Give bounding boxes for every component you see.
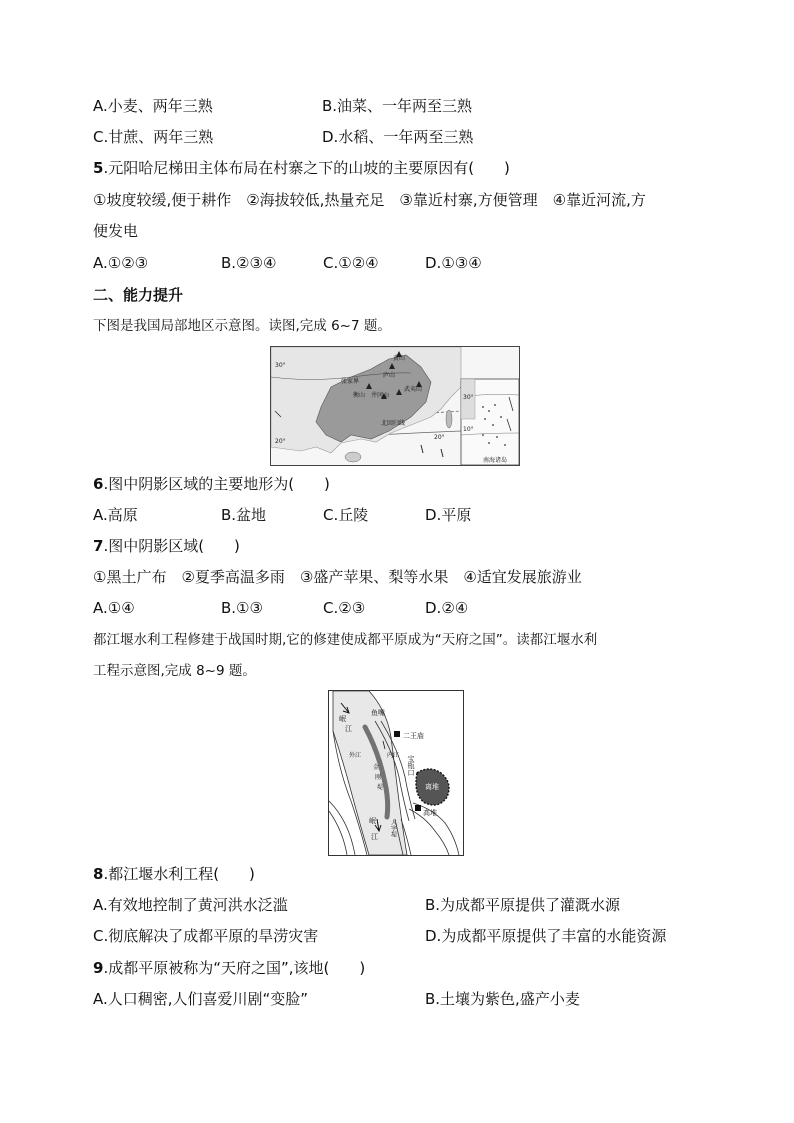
q5-option-a: A.①②③ <box>93 254 149 272</box>
q6-option-a: A.高原 <box>93 506 138 524</box>
map2-label-gaodui: 高堆 <box>423 809 437 817</box>
map1-lat-30: 30° <box>275 362 286 369</box>
map2-label-renzidi: 人字堤 <box>389 819 397 837</box>
q7-option-c: C.②③ <box>323 599 366 617</box>
map2-label-jiang-bottom: 江 <box>371 833 378 841</box>
map2-label-jin: 金 <box>373 764 380 771</box>
map1-label-huangshan: 黄山 <box>393 355 406 362</box>
q9-stem-text: .成都平原被称为“天府之国”,该地( ) <box>103 959 366 977</box>
map1-label-wuyishan: 武夷山 <box>404 386 423 393</box>
q4-option-b: B.油菜、一年两至三熟 <box>322 97 473 115</box>
q8-option-a: A.有效地控制了黄河洪水泛滥 <box>93 896 288 914</box>
q5-option-b: B.②③④ <box>221 254 277 272</box>
map1-label-hengshan: 衡山 <box>353 392 366 399</box>
q6-stem <box>93 474 330 494</box>
map1-lat-20: 20° <box>275 438 286 445</box>
map2-label-waijiang: 外江 <box>349 752 362 759</box>
map2-label-gang: 刚 <box>375 774 382 781</box>
q6-option-d: D.平原 <box>425 506 472 524</box>
dujiangyan-map-svg <box>329 691 463 855</box>
q6-stem-text: .图中阴影区域的主要地形为( ) <box>103 475 330 493</box>
south-china-map <box>270 346 520 466</box>
q8-stem-text: .都江堰水利工程( ) <box>103 865 255 883</box>
map1-inset-lat-30: 30° <box>463 394 474 401</box>
map2-label-yuzui: 鱼嘴 <box>371 709 385 717</box>
q7-option-a: A.①④ <box>93 599 135 617</box>
q7-statements: ①黑土广布 ②夏季高温多雨 ③盛产苹果、梨等水果 ④适宜发展旅游业 <box>93 568 582 586</box>
q6-number: 6 <box>93 475 104 493</box>
q5-number: 5 <box>93 159 104 177</box>
q7-number: 7 <box>93 537 104 555</box>
map2-label-baoping: 宝瓶口 <box>407 755 415 776</box>
map2-label-lidui: 离堆 <box>425 783 439 791</box>
q7-stem-text: .图中阴影区域( ) <box>103 537 240 555</box>
q8-number: 8 <box>93 865 104 883</box>
map2-label-neijiang: 内江 <box>387 752 400 759</box>
map1-label-jinggangshan: 井冈山 <box>371 392 390 399</box>
q8-option-d: D.为成都平原提供了丰富的水能资源 <box>425 927 667 945</box>
dujiangyan-map <box>328 690 464 856</box>
map2-label-erwangmiao: 二王庙 <box>403 732 424 740</box>
q5-statements-line2: 便发电 <box>93 222 139 240</box>
section-title: 二、能力提升 <box>93 286 184 304</box>
q8-option-b: B.为成都平原提供了灌溉水源 <box>425 896 621 914</box>
map2-label-di: 堤 <box>377 784 384 791</box>
intro-8-9-line1: 都江堰水利工程修建于战国时期,它的修建使成都平原成为“天府之国”。读都江堰水利 <box>93 632 598 648</box>
q5-statements-line1: ①坡度较缓,便于耕作 ②海拔较低,热量充足 ③靠近村寨,方便管理 ④靠近河流,方 <box>93 191 646 209</box>
q5-option-c: C.①②④ <box>323 254 379 272</box>
q5-stem <box>93 158 510 178</box>
map1-label-inset: 南海诸岛 <box>483 457 508 464</box>
map1-lat-20-east: 20° <box>434 434 445 441</box>
q6-option-c: C.丘陵 <box>323 506 369 524</box>
map2-label-jiang-top: 江 <box>345 725 352 733</box>
map2-label-min-bottom: 岷 <box>369 817 376 825</box>
map1-label-tropic: 北回归线 <box>381 420 406 427</box>
intro-8-9-line2: 工程示意图,完成 8~9 题。 <box>93 663 256 679</box>
south-china-map-svg <box>271 347 519 465</box>
q9-option-b: B.土壤为紫色,盛产小麦 <box>425 990 580 1008</box>
q7-option-b: B.①③ <box>221 599 263 617</box>
q8-option-c: C.彻底解决了成都平原的旱涝灾害 <box>93 927 319 945</box>
intro-6-7: 下图是我国局部地区示意图。读图,完成 6~7 题。 <box>93 318 391 334</box>
q7-option-d: D.②④ <box>425 599 469 617</box>
q5-option-d: D.①③④ <box>425 254 482 272</box>
q9-stem <box>93 958 365 978</box>
q6-option-b: B.盆地 <box>221 506 267 524</box>
map2-label-min-top: 岷 <box>339 715 346 723</box>
map1-label-lushan: 庐山 <box>383 372 396 379</box>
q5-stem-text: .元阳哈尼梯田主体布局在村寨之下的山坡的主要原因有( ) <box>103 159 510 177</box>
q4-option-c: C.甘蔗、两年三熟 <box>93 128 214 146</box>
q8-stem <box>93 864 255 884</box>
map1-label-zhangjiajie: 张家界 <box>341 378 360 385</box>
q9-option-a: A.人口稠密,人们喜爱川剧“变脸” <box>93 990 309 1008</box>
q7-stem <box>93 536 240 556</box>
q4-option-a: A.小麦、两年三熟 <box>93 97 213 115</box>
q4-option-d: D.水稻、一年两至三熟 <box>322 128 474 146</box>
q9-number: 9 <box>93 959 104 977</box>
map1-inset-lat-10: 10° <box>463 426 474 433</box>
